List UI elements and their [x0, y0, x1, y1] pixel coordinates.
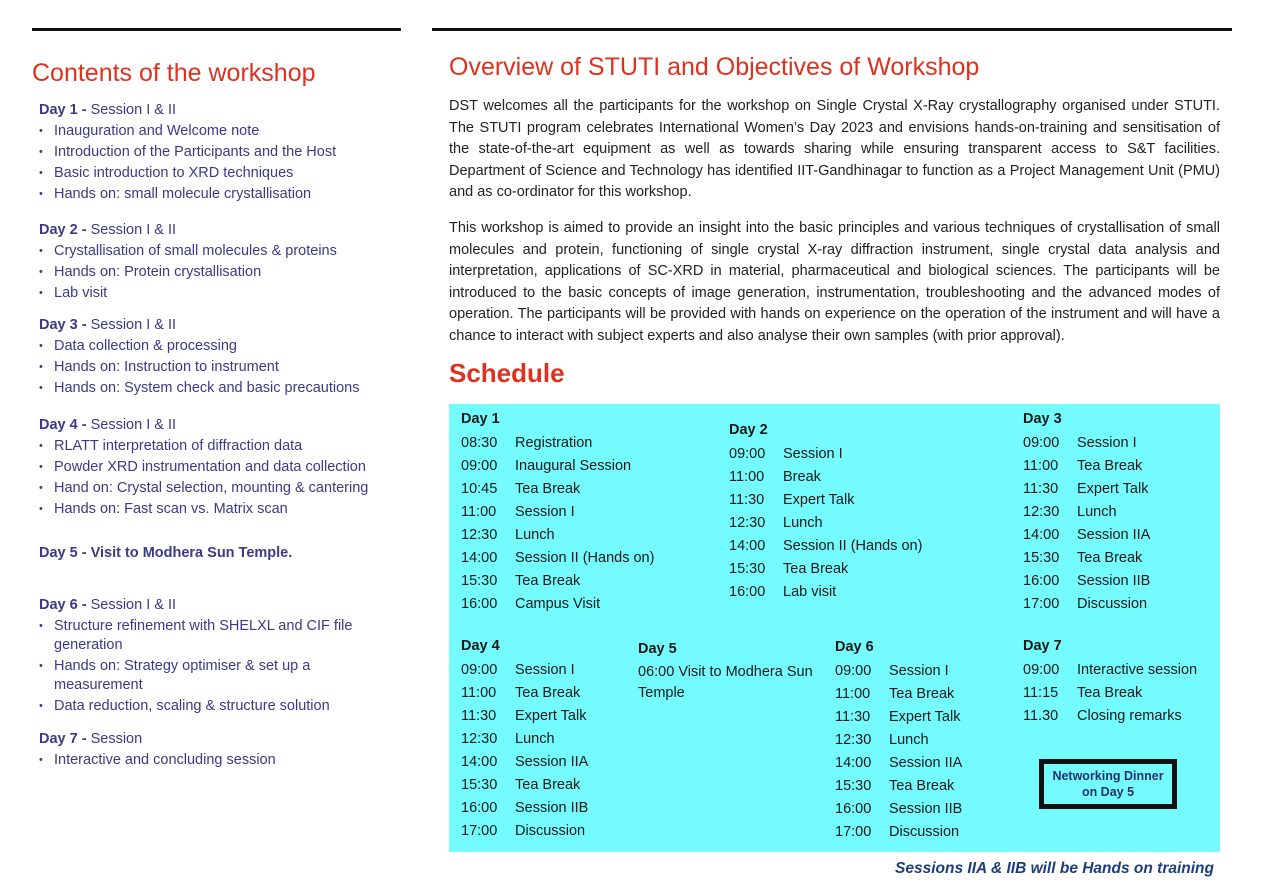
schedule-footnote: Sessions IIA & IIB will be Hands on training [895, 860, 1214, 877]
contents-list-item: • Basic introduction to XRD techniques [39, 164, 399, 183]
contents-list-item: • Powder XRD instrumentation and data collection [39, 458, 399, 477]
contents-item-list [39, 122, 399, 204]
contents-day-heading [39, 730, 399, 748]
schedule-day-label: Day 6 [835, 639, 874, 655]
schedule-day-7 [1023, 636, 1197, 728]
schedule-day-label: Day 5 [638, 641, 677, 657]
schedule-activity: Closing remarks [1077, 708, 1182, 724]
schedule-row [461, 432, 654, 455]
schedule-time: 11:30 [1023, 481, 1059, 497]
schedule-time: 09:00 [729, 446, 766, 462]
schedule-activity: Session I [1077, 435, 1137, 451]
schedule-time: 11:15 [1023, 685, 1059, 701]
contents-day-separator: - [77, 417, 91, 433]
schedule-time: 11:30 [835, 709, 871, 725]
schedule-activity: Session IIB [889, 801, 963, 817]
schedule-activity: Session I [783, 446, 843, 462]
schedule-activity: Discussion [889, 824, 960, 840]
schedule-activity: Expert Talk [515, 708, 587, 724]
schedule-day-2 [729, 420, 922, 604]
contents-list-item: • Crystallisation of small molecules & proteins [39, 242, 399, 261]
schedule-activity: Tea Break [1077, 458, 1143, 474]
schedule-time: 16:00 [1023, 573, 1060, 589]
schedule-row [1023, 570, 1150, 593]
schedule-activity: Interactive session [1077, 662, 1198, 678]
schedule-row [1023, 705, 1197, 728]
overview-paragraph-1: DST welcomes all the participants for the workshop on Single Crystal X-Ray crystallography organised under STUTI. The STUTI program celebrates International Women’s Day 2023 and envisions hands-on-training and sensitisation of the state-of-the-art equipment as well as towards sharing while ensuring transparent access to S&T facilities. Department of Science and Technology has identified IIT-Gandhinagar to function as a Project Management Unit (PMU) and as co-ordinator for this workshop. [449, 98, 1220, 200]
schedule-day-label: Day 7 [1023, 638, 1062, 654]
contents-day-separator: - [77, 222, 91, 238]
schedule-activity: Lab visit [783, 584, 837, 600]
schedule-day-label: Day 4 [461, 638, 500, 654]
schedule-activity: Session II (Hands on) [515, 550, 655, 566]
contents-day-label: Day 3 [39, 317, 78, 333]
schedule-day-5-text: 06:00 Visit to Modhera Sun Temple [638, 664, 813, 701]
schedule-day-label: Day 2 [729, 422, 768, 438]
contents-day-session: Session I & II [90, 317, 177, 333]
schedule-activity: Session IIA [515, 754, 589, 770]
schedule-row [461, 593, 654, 616]
contents-list-item: • Hands on: Fast scan vs. Matrix scan [39, 500, 399, 519]
schedule-time: 12:30 [461, 731, 498, 747]
contents-list-item: • Hands on: Protein crystallisation [39, 263, 399, 282]
schedule-row [461, 524, 654, 547]
contents-day-5 [39, 544, 399, 562]
contents-list-item: • Inauguration and Welcome note [39, 122, 399, 141]
schedule-row [729, 512, 922, 535]
contents-day-separator: - [77, 597, 91, 613]
schedule-time: 14:00 [461, 550, 498, 566]
schedule-time: 14:00 [461, 754, 498, 770]
schedule-day-4 [461, 636, 588, 843]
schedule-row [461, 797, 588, 820]
schedule-row [729, 489, 922, 512]
schedule-day-6 [835, 637, 962, 844]
contents-item-list [39, 242, 399, 303]
schedule-row [835, 775, 962, 798]
schedule-activity: Lunch [889, 732, 929, 748]
schedule-row [1023, 682, 1197, 705]
schedule-time: 09:00 [1023, 435, 1060, 451]
schedule-activity: Discussion [515, 823, 586, 839]
schedule-title: Schedule [449, 358, 565, 388]
schedule-time: 16:00 [461, 800, 498, 816]
schedule-row [835, 752, 962, 775]
schedule-row [1023, 455, 1150, 478]
contents-day-heading [39, 316, 399, 334]
schedule-row [461, 547, 654, 570]
contents-item-list [39, 437, 399, 519]
schedule-time: 15:30 [461, 573, 498, 589]
schedule-time: 15:30 [729, 561, 766, 577]
overview-paragraph-2: This workshop is aimed to provide an insight into the basic principles and various techniques of crystallisation of small molecules and protein, functioning of single crystal X-ray diffraction instrument, single crystal data analysis and interpretation, applications of SC-XRD in material, pharmaceutical and biological sciences. The participants will be introduced to the basic concepts of image generation, instrumentation, troubleshooting and the advanced modes of operation. The participants will be provided with hands on experience on the operation of the instrument and will have a chance to interact with subject experts and also analyse their own samples (with prior approval). [449, 220, 1220, 344]
contents-day-label: Day 7 [39, 731, 78, 747]
contents-list-item: • Hands on: Instruction to instrument [39, 358, 399, 377]
schedule-activity: Session I [515, 504, 575, 520]
schedule-row [729, 466, 922, 489]
schedule-activity: Session IIB [1077, 573, 1151, 589]
contents-day-session: Session [90, 731, 143, 747]
schedule-activity: Session IIA [1077, 527, 1151, 543]
schedule-row [835, 660, 962, 683]
left-top-rule [32, 28, 401, 31]
schedule-activity: Tea Break [889, 686, 955, 702]
schedule-row [461, 820, 588, 843]
schedule-row [461, 682, 588, 705]
contents-list-item: • Structure refinement with SHELXL and CIF file generation [39, 617, 399, 655]
schedule-day-label: Day 3 [1023, 411, 1062, 427]
contents-day-label: Day 1 [39, 102, 78, 118]
schedule-activity: Session I [889, 663, 949, 679]
schedule-time: 17:00 [835, 824, 872, 840]
contents-day-session: Session I & II [90, 222, 177, 238]
schedule-row [461, 774, 588, 797]
contents-day-session: Session I & II [90, 597, 177, 613]
schedule-time: 16:00 [835, 801, 872, 817]
contents-day-label: Day 5 [39, 545, 78, 561]
contents-day-separator: - [77, 317, 91, 333]
schedule-time: 11:00 [1023, 458, 1059, 474]
schedule-row [729, 535, 922, 558]
schedule-time: 09:00 [461, 458, 498, 474]
schedule-time: 11:00 [461, 685, 497, 701]
schedule-row [1023, 593, 1150, 616]
schedule-time: 15:30 [1023, 550, 1060, 566]
schedule-activity: Session I [515, 662, 575, 678]
contents-day-separator: - [77, 731, 91, 747]
contents-item-list [39, 751, 399, 770]
overview-title: Overview of STUTI and Objectives of Workshop [449, 53, 980, 81]
schedule-row [461, 751, 588, 774]
schedule-row [1023, 524, 1150, 547]
schedule-day-label: Day 1 [461, 411, 500, 427]
schedule-activity: Session II (Hands on) [783, 538, 923, 554]
schedule-row [835, 729, 962, 752]
schedule-time: 12:30 [461, 527, 498, 543]
schedule-time: 11:00 [729, 469, 765, 485]
contents-list-item: • Interactive and concluding session [39, 751, 399, 770]
schedule-time: 12:30 [729, 515, 766, 531]
schedule-box [449, 404, 1220, 852]
schedule-row [729, 581, 922, 604]
schedule-time: 16:00 [729, 584, 766, 600]
schedule-time: 09:00 [835, 663, 872, 679]
schedule-row [729, 443, 922, 466]
schedule-time: 09:00 [461, 662, 498, 678]
schedule-time: 14:00 [1023, 527, 1060, 543]
schedule-activity: Lunch [515, 527, 555, 543]
schedule-row [835, 798, 962, 821]
schedule-time: 14:00 [729, 538, 766, 554]
schedule-activity: Session IIB [515, 800, 589, 816]
contents-item-list [39, 337, 399, 398]
schedule-time: 11:00 [461, 504, 497, 520]
schedule-activity: Lunch [515, 731, 555, 747]
contents-day-session: Session I & II [90, 102, 177, 118]
schedule-activity: Tea Break [1077, 550, 1143, 566]
contents-day-2 [39, 221, 399, 305]
contents-day-7 [39, 730, 399, 772]
contents-day-label: Day 6 [39, 597, 78, 613]
contents-day-heading [39, 596, 399, 614]
contents-list-item: • Hand on: Crystal selection, mounting & cantering [39, 479, 399, 498]
schedule-activity: Tea Break [515, 777, 581, 793]
schedule-time: 12:30 [1023, 504, 1060, 520]
schedule-row [461, 705, 588, 728]
schedule-row [461, 570, 654, 593]
schedule-day-5 [638, 639, 813, 704]
schedule-time: 17:00 [1023, 596, 1060, 612]
schedule-row [461, 501, 654, 524]
contents-list-item: • RLATT interpretation of diffraction data [39, 437, 399, 456]
schedule-time: 11:00 [835, 686, 871, 702]
schedule-activity: Inaugural Session [515, 458, 632, 474]
contents-list-item: • Introduction of the Participants and the Host [39, 143, 399, 162]
schedule-activity: Tea Break [515, 685, 581, 701]
schedule-activity: Expert Talk [783, 492, 855, 508]
schedule-row [461, 455, 654, 478]
schedule-time: 11:30 [729, 492, 765, 508]
schedule-day-1 [461, 409, 654, 616]
schedule-row [461, 659, 588, 682]
schedule-time: 08:30 [461, 435, 498, 451]
schedule-row [1023, 478, 1150, 501]
schedule-day-3 [1023, 409, 1150, 616]
right-top-rule [432, 28, 1232, 31]
contents-day-6 [39, 596, 399, 718]
schedule-activity: Break [783, 469, 821, 485]
schedule-time: 17:00 [461, 823, 498, 839]
schedule-row [461, 728, 588, 751]
schedule-row [835, 683, 962, 706]
contents-list-item: • Hands on: small molecule crystallisation [39, 185, 399, 204]
schedule-row [1023, 659, 1197, 682]
schedule-activity: Lunch [1077, 504, 1117, 520]
contents-day-session: Session I & II [90, 417, 177, 433]
schedule-row [729, 558, 922, 581]
contents-title: Contents of the workshop [32, 59, 316, 87]
contents-list-item: • Data collection & processing [39, 337, 399, 356]
schedule-activity: Expert Talk [889, 709, 961, 725]
contents-day-heading [39, 101, 399, 119]
schedule-time: 11.30 [1023, 708, 1059, 724]
contents-day-session: Visit to Modhera Sun Temple. [90, 545, 293, 561]
schedule-time: 15:30 [461, 777, 498, 793]
contents-list-item: • Hands on: Strategy optimiser & set up a measurement [39, 657, 399, 695]
contents-day-heading [39, 221, 399, 239]
schedule-activity: Tea Break [1077, 685, 1143, 701]
schedule-activity: Tea Break [889, 778, 955, 794]
contents-list-item: • Lab visit [39, 284, 399, 303]
contents-day-label: Day 4 [39, 417, 78, 433]
contents-day-heading [39, 544, 399, 562]
contents-day-1 [39, 101, 399, 206]
schedule-activity: Registration [515, 435, 593, 451]
contents-list-item: • Hands on: System check and basic precautions [39, 379, 399, 398]
schedule-activity: Campus Visit [515, 596, 601, 612]
contents-day-4 [39, 416, 399, 521]
schedule-time: 11:30 [461, 708, 497, 724]
schedule-time: 16:00 [461, 596, 498, 612]
contents-day-separator: - [77, 545, 91, 561]
schedule-time: 15:30 [835, 778, 872, 794]
contents-day-3 [39, 316, 399, 400]
contents-day-label: Day 2 [39, 222, 78, 238]
schedule-activity: Tea Break [515, 573, 581, 589]
schedule-time: 14:00 [835, 755, 872, 771]
contents-item-list [39, 617, 399, 716]
schedule-activity: Tea Break [783, 561, 849, 577]
contents-day-heading [39, 416, 399, 434]
schedule-row [835, 706, 962, 729]
schedule-activity: Session IIA [889, 755, 963, 771]
schedule-activity: Discussion [1077, 596, 1148, 612]
schedule-row [835, 821, 962, 844]
schedule-activity: Lunch [783, 515, 823, 531]
schedule-row [1023, 547, 1150, 570]
schedule-time: 12:30 [835, 732, 872, 748]
schedule-time: 09:00 [1023, 662, 1060, 678]
schedule-activity: Expert Talk [1077, 481, 1149, 497]
schedule-activity: Tea Break [515, 481, 581, 497]
contents-day-separator: - [77, 102, 91, 118]
schedule-row [1023, 432, 1150, 455]
schedule-row [461, 478, 654, 501]
networking-dinner-note: Networking Dinner on Day 5 [1039, 759, 1177, 809]
contents-list-item: • Data reduction, scaling & structure solution [39, 697, 399, 716]
schedule-time: 10:45 [461, 481, 498, 497]
schedule-row [1023, 501, 1150, 524]
